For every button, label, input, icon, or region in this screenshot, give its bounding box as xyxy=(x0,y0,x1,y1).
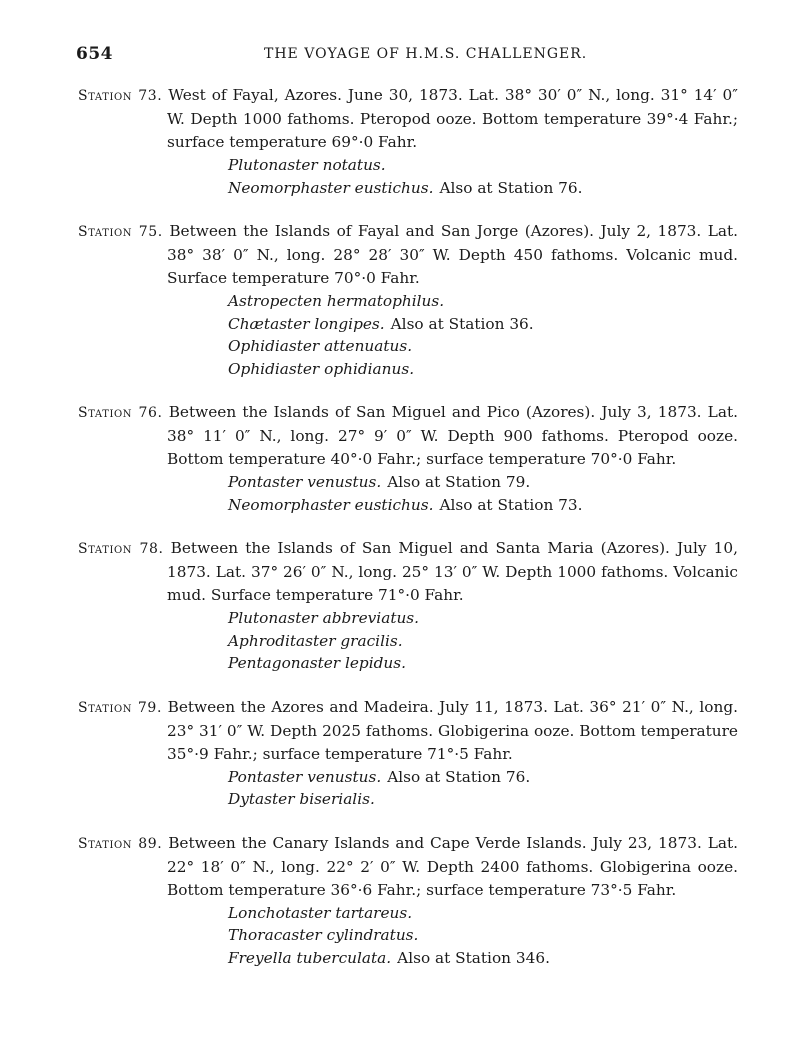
species-item xyxy=(228,471,738,494)
station-entry xyxy=(78,696,738,811)
species-note: Also at Station 76. xyxy=(387,767,531,786)
station-description xyxy=(78,84,738,154)
species-item xyxy=(228,788,738,811)
species-list xyxy=(78,766,738,811)
species-list xyxy=(78,154,738,199)
station-entry xyxy=(78,537,738,675)
species-note: Also at Station 73. xyxy=(439,495,583,514)
species-item xyxy=(228,607,738,630)
station-details: Between the Islands of San Miguel and Pico (Azores). July 3, 1873. Lat. 38° 11′ 0″ N., long. 27° 9′ 0″ W. Depth 900 fathoms. Pteropod ooze. Bottom temperature 40°·0 Fahr.; surface temperature 70°·0 Fahr. xyxy=(167,403,738,468)
station-list xyxy=(78,84,738,990)
species-name: Lonchotaster tartareus. xyxy=(228,903,413,922)
species-item xyxy=(228,154,738,177)
station-entry xyxy=(78,832,738,970)
species-name: Neomorphaster eustichus. xyxy=(228,178,434,197)
station-label: Station 79. xyxy=(78,699,162,716)
species-list xyxy=(78,902,738,970)
station-description xyxy=(78,537,738,607)
running-title: THE VOYAGE OF H.M.S. CHALLENGER. xyxy=(264,46,588,62)
station-details: West of Fayal, Azores. June 30, 1873. Lat. 38° 30′ 0″ N., long. 31° 14′ 0″ W. Depth 1000 fathoms. Pteropod ooze. Bottom temperature 39°·4 Fahr.; surface temperature 69°·0 Fahr. xyxy=(167,86,738,151)
species-item xyxy=(228,924,738,947)
species-list xyxy=(78,607,738,675)
page-header xyxy=(76,44,740,68)
station-entry xyxy=(78,220,738,380)
species-name: Ophidiaster attenuatus. xyxy=(228,337,413,355)
species-name: Pentagonaster lepidus. xyxy=(228,654,406,672)
station-description xyxy=(78,696,738,766)
station-label: Station 73. xyxy=(78,88,163,104)
station-description xyxy=(78,832,738,902)
station-details: Between the Azores and Madeira. July 11, 1873. Lat. 36° 21′ 0″ N., long. 23° 31′ 0″ W. Depth 2025 fathoms. Globigerina ooze. Bottom temperature 35°·9 Fahr.; surface temperature 71°·5 Fahr. xyxy=(167,697,738,763)
station-entry xyxy=(78,401,738,516)
species-item xyxy=(228,494,738,517)
species-name: Aphroditaster gracilis. xyxy=(228,631,403,650)
species-item xyxy=(228,313,738,336)
species-name: Astropecten hermatophilus. xyxy=(228,292,445,310)
species-name: Thoracaster cylindratus. xyxy=(228,926,419,944)
species-note: Also at Station 76. xyxy=(439,178,583,197)
species-name: Freyella tuberculata. xyxy=(228,948,392,967)
species-note: Also at Station 36. xyxy=(390,314,534,333)
station-description xyxy=(78,401,738,471)
station-label: Station 76. xyxy=(78,405,163,421)
species-list xyxy=(78,471,738,516)
species-item xyxy=(228,335,738,358)
station-entry xyxy=(78,84,738,199)
species-name: Pontaster venustus. xyxy=(228,767,382,786)
species-note: Also at Station 346. xyxy=(397,948,550,967)
species-item xyxy=(228,766,738,789)
species-name: Ophidiaster ophidianus. xyxy=(228,359,415,378)
species-item xyxy=(228,290,738,313)
station-description xyxy=(78,220,738,290)
species-name: Neomorphaster eustichus. xyxy=(228,495,434,514)
species-item xyxy=(228,177,738,200)
station-label: Station 78. xyxy=(78,541,164,557)
station-details: Between the Islands of San Miguel and Santa Maria (Azores). July 10, 1873. Lat. 37° 26′ 0″ N., long. 25° 13′ 0″ W. Depth 1000 fathoms. Volcanic mud. Surface temperature 71°·0 Fahr. xyxy=(167,539,738,604)
station-label: Station 75. xyxy=(78,224,163,240)
species-item xyxy=(228,358,738,381)
species-item xyxy=(228,630,738,653)
species-name: Plutonaster abbreviatus. xyxy=(228,609,420,627)
species-name: Plutonaster notatus. xyxy=(228,156,386,174)
species-name: Pontaster venustus. xyxy=(228,473,382,491)
species-name: Chætaster longipes. xyxy=(228,314,385,333)
station-details: Between the Canary Islands and Cape Verde Islands. July 23, 1873. Lat. 22° 18′ 0″ N., long. 22° 2′ 0″ W. Depth 2400 fathoms. Globigerina ooze. Bottom temperature 36°·6 Fahr.; surface temperature 73°·5 Fahr. xyxy=(167,833,738,899)
species-item xyxy=(228,902,738,925)
page-number: 654 xyxy=(76,44,113,64)
species-item xyxy=(228,947,738,970)
species-note: Also at Station 79. xyxy=(387,473,531,491)
station-label: Station 89. xyxy=(78,835,163,852)
species-list xyxy=(78,290,738,380)
species-name: Dytaster biserialis. xyxy=(228,790,375,808)
species-item xyxy=(228,652,738,675)
station-details: Between the Islands of Fayal and San Jorge (Azores). July 2, 1873. Lat. 38° 38′ 0″ N., long. 28° 28′ 30″ W. Depth 450 fathoms. Volcanic mud. Surface temperature 70°·0 Fahr. xyxy=(167,222,738,287)
